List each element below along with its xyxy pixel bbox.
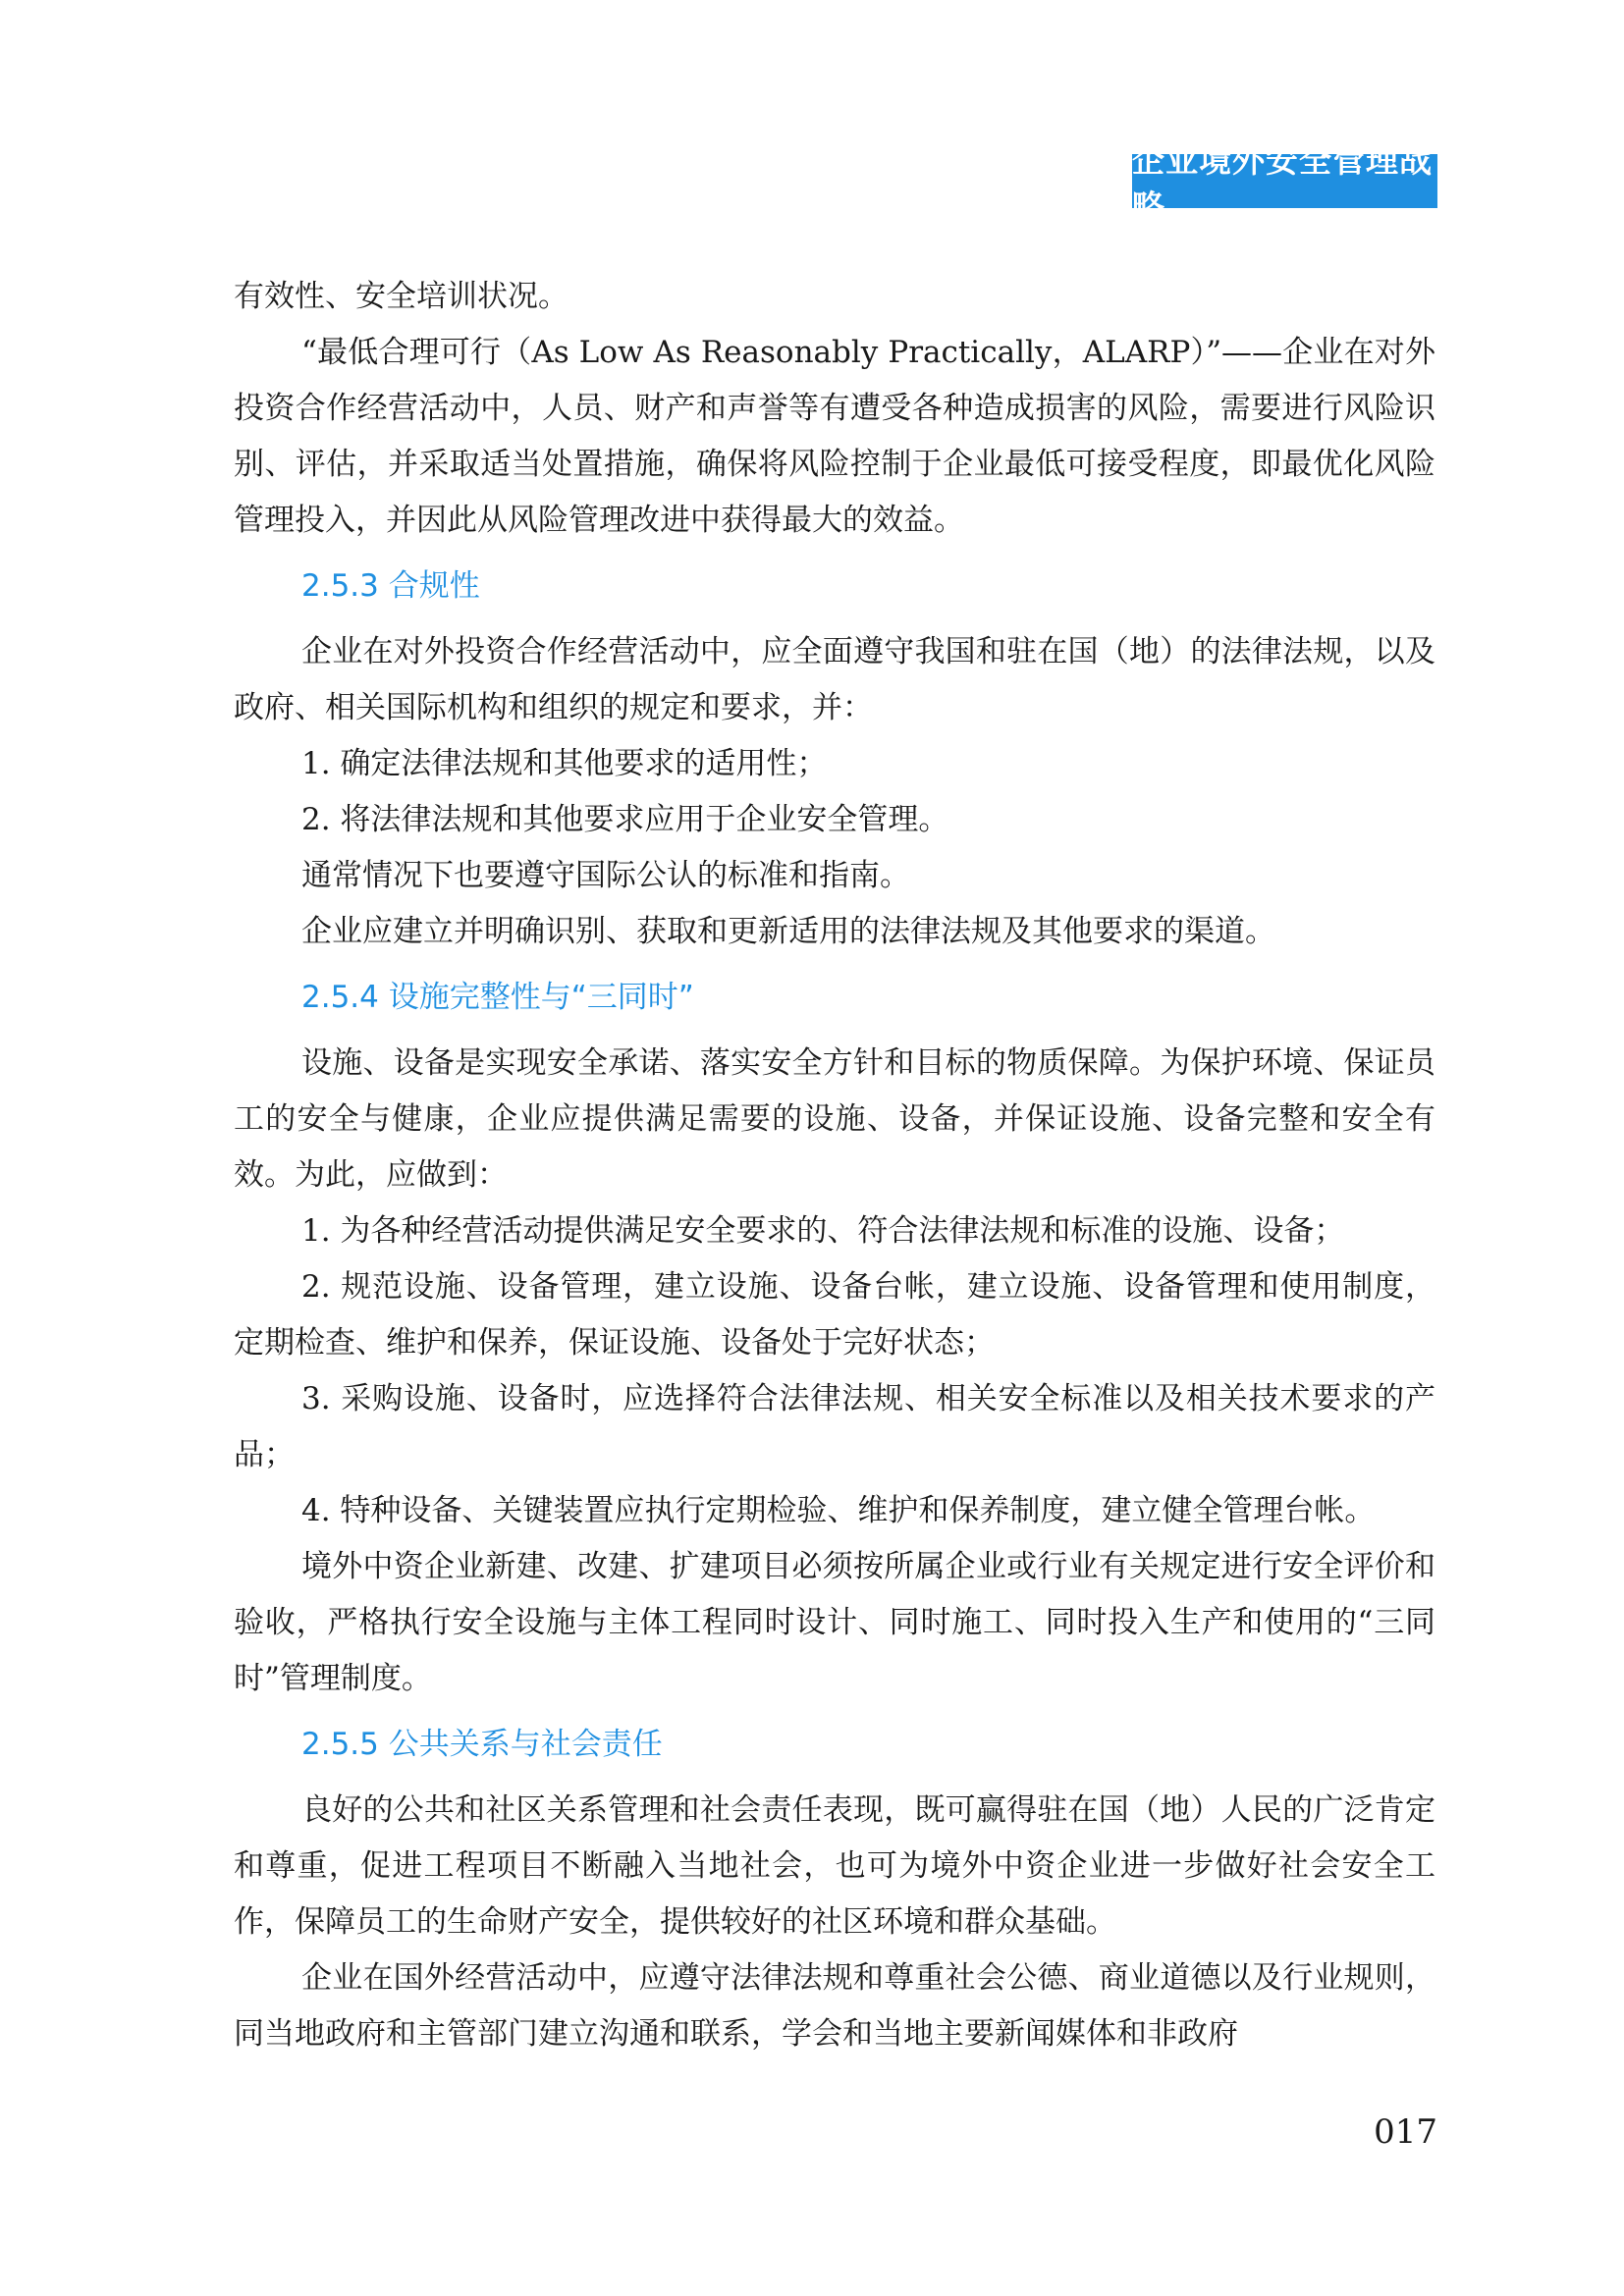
section-heading-2-5-3: 2.5.3 合规性: [301, 568, 480, 604]
paragraph-continuation: 有效性、安全培训状况。: [234, 279, 568, 314]
section-heading-2-5-4: 2.5.4 设施完整性与“三同时”: [301, 980, 694, 1015]
page-body: [234, 269, 1435, 2062]
list-item: 4. 特种设备、关键装置应执行定期检验、维护和保养制度，建立健全管理台帐。: [301, 1493, 1376, 1528]
paragraph: 境外中资企业新建、改建、扩建项目必须按所属企业或行业有关规定进行安全评价和验收，严格执行安全设施与主体工程同时设计、同时施工、同时投入生产和使用的“三同时”管理制度。: [234, 1549, 1435, 1696]
list-item: 1. 为各种经营活动提供满足安全要求的、符合法律法规和标准的设施、设备；: [301, 1213, 1345, 1249]
paragraph: 通常情况下也要遵守国际公认的标准和指南。: [301, 858, 910, 893]
paragraph: 企业在对外投资合作经营活动中，应全面遵守我国和驻在国（地）的法律法规，以及政府、相关国际机构和组织的规定和要求，并：: [234, 634, 1435, 725]
paragraph-alarp: “最低合理可行（As Low As Reasonably Practically，ALARP）”——企业在对外投资合作经营活动中，人员、财产和声誉等有遭受各种造成损害的风险，需要进行风险识别、评估，并采取适当处置措施，确保将风险控制于企业最低可接受程度，即最优化风险管理投入，并因此从风险管理改进中获得最大的效益。: [234, 335, 1435, 538]
list-item: 2. 将法律法规和其他要求应用于企业安全管理。: [301, 802, 949, 837]
chapter-header-badge: 企业境外安全管理战略: [1132, 154, 1437, 208]
paragraph: 良好的公共和社区关系管理和社会责任表现，既可赢得驻在国（地）人民的广泛肯定和尊重，促进工程项目不断融入当地社会，也可为境外中资企业进一步做好社会安全工作，保障员工的生命财产安全，提供较好的社区环境和群众基础。: [234, 1792, 1435, 1940]
paragraph: 设施、设备是实现安全承诺、落实安全方针和目标的物质保障。为保护环境、保证员工的安全与健康，企业应提供满足需要的设施、设备，并保证设施、设备完整和安全有效。为此，应做到：: [234, 1045, 1435, 1193]
paragraph: 企业在国外经营活动中，应遵守法律法规和尊重社会公德、商业道德以及行业规则，同当地政府和主管部门建立沟通和联系，学会和当地主要新闻媒体和非政府: [234, 1960, 1435, 2052]
list-item: 1. 确定法律法规和其他要求的适用性；: [301, 746, 828, 781]
section-heading-2-5-5: 2.5.5 公共关系与社会责任: [301, 1727, 663, 1762]
list-item: 3. 采购设施、设备时，应选择符合法律法规、相关安全标准以及相关技术要求的产品；: [234, 1381, 1435, 1472]
page-number: 017: [1374, 2112, 1437, 2152]
paragraph: 企业应建立并明确识别、获取和更新适用的法律法规及其他要求的渠道。: [301, 914, 1275, 949]
list-item: 2. 规范设施、设备管理，建立设施、设备台帐，建立设施、设备管理和使用制度，定期检查、维护和保养，保证设施、设备处于完好状态；: [234, 1269, 1435, 1361]
